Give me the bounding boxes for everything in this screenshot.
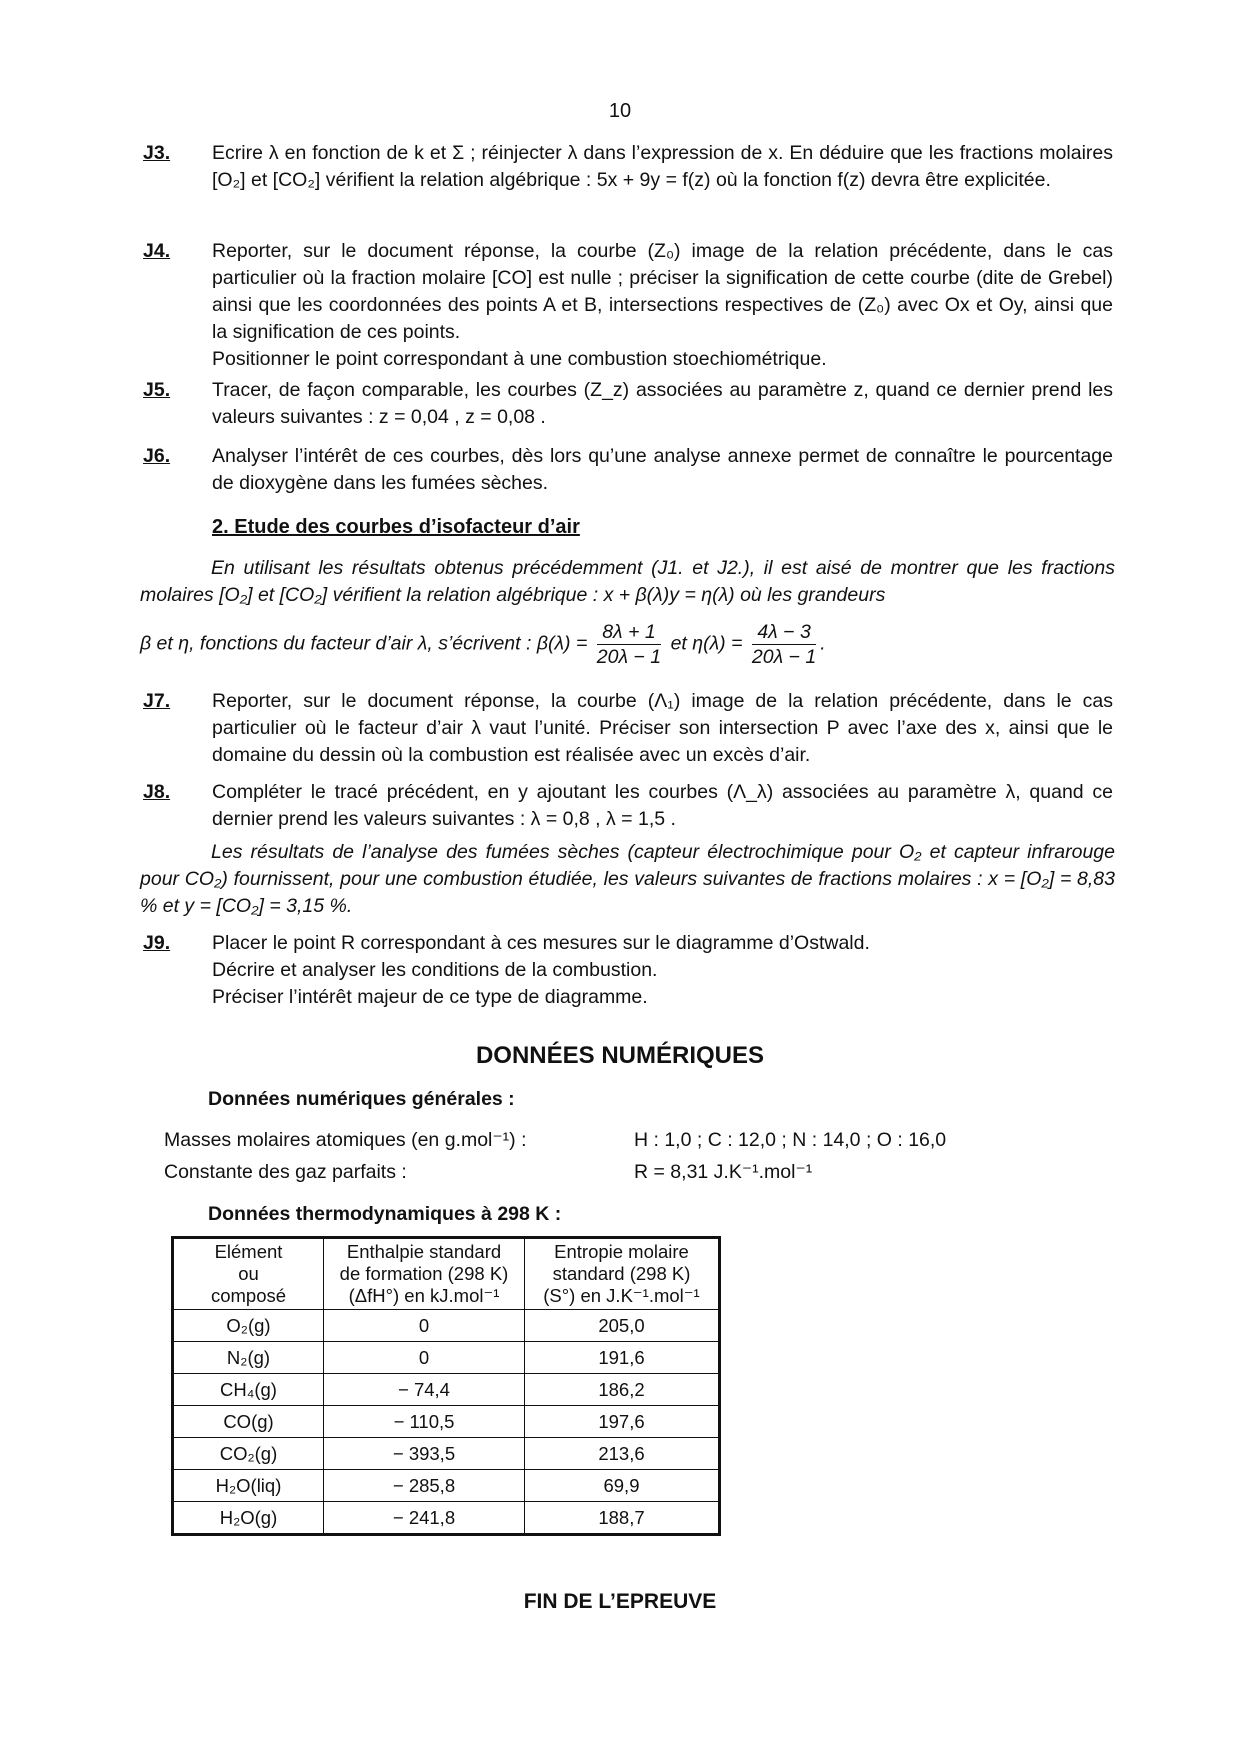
question-text: Ecrire λ en fonction de k et Σ ; réinjecter λ dans l’expression de x. En déduire que les fractions molaires [O₂] et [CO₂] vérifient la relation algébrique : 5x + 9y = f(z) où la fonction f(z) devra être explicitée.	[212, 142, 1113, 191]
header-species: Elément ou composé	[173, 1238, 324, 1310]
cell-entropy: 197,6	[525, 1406, 720, 1438]
eta-denominator: 20λ − 1	[751, 646, 817, 668]
cell-enthalpy: − 110,5	[324, 1406, 525, 1438]
question-j7	[143, 688, 1113, 769]
table-row	[173, 1502, 720, 1535]
table-row	[173, 1438, 720, 1470]
question-j6	[143, 443, 1113, 497]
eta-fraction	[752, 620, 816, 669]
data-row-molar-masses	[164, 1128, 1064, 1152]
question-j8	[143, 779, 1113, 833]
cell-entropy: 186,2	[525, 1374, 720, 1406]
question-label: J8.	[143, 781, 171, 803]
table-row	[173, 1406, 720, 1438]
cell-species: H₂O(g)	[173, 1502, 324, 1535]
results-paragraph	[140, 839, 1115, 920]
intro-text: En utilisant les résultats obtenus précédemment (J1. et J2.), il est aisé de montrer que les fractions molaires [O₂] et [CO₂] vérifient la relation algébrique : x + β(λ)y = η(λ) où les grandeurs	[140, 557, 1115, 606]
question-text: Reporter, sur le document réponse, la courbe (Z₀) image de la relation précédente, dans le cas particulier où la fraction molaire [CO] est nulle ; préciser la signification de cette courbe (dite de Grebel) ainsi que les coordonnées des points A et B, intersections respectives de (Z₀) avec Ox et Oy, ainsi que la signification de ces points.	[212, 240, 1113, 343]
data-value: H : 1,0 ; C : 12,0 ; N : 14,0 ; O : 16,0	[634, 1129, 947, 1151]
question-label: J9.	[143, 932, 171, 954]
cell-species: CO(g)	[173, 1406, 324, 1438]
data-key: Constante des gaz parfaits :	[164, 1161, 407, 1183]
cell-enthalpy: 0	[324, 1310, 525, 1342]
cell-species: CH₄(g)	[173, 1374, 324, 1406]
cell-species: H₂O(liq)	[173, 1470, 324, 1502]
question-text: Analyser l’intérêt de ces courbes, dès lors qu’une analyse annexe permet de connaître le pourcentage de dioxygène dans les fumées sèches.	[212, 445, 1113, 494]
question-text: Placer le point R correspondant à ces mesures sur le diagramme d’Ostwald.	[212, 932, 870, 954]
section-title: 2. Etude des courbes d’isofacteur d’air	[212, 516, 580, 538]
formula-end: .	[820, 632, 826, 655]
question-label: J4.	[143, 240, 171, 262]
thermo-table	[171, 1236, 721, 1536]
question-label: J3.	[143, 142, 171, 164]
formula-line	[140, 620, 826, 669]
cell-species: CO₂(g)	[173, 1438, 324, 1470]
cell-enthalpy: 0	[324, 1342, 525, 1374]
results-text: Les résultats de l’analyse des fumées sèches (capteur électrochimique pour O₂ et capteur infrarouge pour CO₂) fournissent, pour une combustion étudiée, les valeurs suivantes de fractions molaires : x = [O₂] = 8,83 % et y = [CO₂] = 3,15 %.	[140, 841, 1115, 917]
table-row	[173, 1374, 720, 1406]
data-key: Masses molaires atomiques (en g.mol⁻¹) :	[164, 1129, 527, 1151]
section-intro	[140, 555, 1115, 609]
cell-species: N₂(g)	[173, 1342, 324, 1374]
question-text: Compléter le tracé précédent, en y ajoutant les courbes (Λ_λ) associées au paramètre λ, quand ce dernier prend les valeurs suivantes : λ = 0,8 , λ = 1,5 .	[212, 781, 1113, 830]
question-text: Reporter, sur le document réponse, la courbe (Λ₁) image de la relation précédente, dans le cas particulier où le facteur d’air λ vaut l’unité. Préciser son intersection P avec l’axe des x, ainsi que le domaine du dessin où la combustion est réalisée avec un excès d’air.	[212, 690, 1113, 766]
cell-enthalpy: − 241,8	[324, 1502, 525, 1535]
question-text: Positionner le point correspondant à une combustion stoechiométrique.	[212, 348, 827, 370]
cell-entropy: 188,7	[525, 1502, 720, 1535]
table-row	[173, 1470, 720, 1502]
thermo-data-title: Données thermodynamiques à 298 K :	[208, 1203, 562, 1225]
beta-denominator: 20λ − 1	[596, 646, 662, 668]
data-row-gas-constant	[164, 1160, 1064, 1184]
header-entropy: Entropie molaire standard (298 K) (S°) en J.K⁻¹.mol⁻¹	[525, 1238, 720, 1310]
table-header-row	[173, 1238, 720, 1310]
end-of-exam: FIN DE L’EPREUVE	[523, 1590, 717, 1613]
cell-enthalpy: − 393,5	[324, 1438, 525, 1470]
donnees-title: DONNÉES NUMÉRIQUES	[475, 1042, 765, 1069]
beta-fraction	[597, 620, 661, 669]
cell-entropy: 69,9	[525, 1470, 720, 1502]
page-number: 10	[608, 100, 632, 122]
question-label: J7.	[143, 690, 171, 712]
question-label: J6.	[143, 445, 171, 467]
formula-mid: et η(λ) =	[670, 632, 743, 655]
question-j5	[143, 377, 1113, 431]
cell-species: O₂(g)	[173, 1310, 324, 1342]
data-value: R = 8,31 J.K⁻¹.mol⁻¹	[634, 1161, 813, 1183]
cell-entropy: 213,6	[525, 1438, 720, 1470]
beta-numerator: 8λ + 1	[597, 620, 661, 645]
table-row	[173, 1342, 720, 1374]
question-j4	[143, 238, 1113, 373]
header-enthalpy: Enthalpie standard de formation (298 K) (ΔfH°) en kJ.mol⁻¹	[324, 1238, 525, 1310]
question-text: Décrire et analyser les conditions de la combustion.	[212, 959, 658, 981]
cell-enthalpy: − 285,8	[324, 1470, 525, 1502]
cell-enthalpy: − 74,4	[324, 1374, 525, 1406]
question-j3	[143, 140, 1113, 194]
cell-entropy: 191,6	[525, 1342, 720, 1374]
question-label: J5.	[143, 379, 171, 401]
question-text: Tracer, de façon comparable, les courbes (Z_z) associées au paramètre z, quand ce dernier prend les valeurs suivantes : z = 0,04 , z = 0,08 .	[212, 379, 1113, 428]
table-row	[173, 1310, 720, 1342]
eta-numerator: 4λ − 3	[752, 620, 816, 645]
formula-prefix: β et η, fonctions du facteur d’air λ, s’écrivent : β(λ) =	[140, 632, 588, 655]
general-data-title: Données numériques générales :	[208, 1088, 515, 1110]
question-text: Préciser l’intérêt majeur de ce type de diagramme.	[212, 986, 648, 1008]
cell-entropy: 205,0	[525, 1310, 720, 1342]
question-j9	[143, 930, 1113, 1011]
